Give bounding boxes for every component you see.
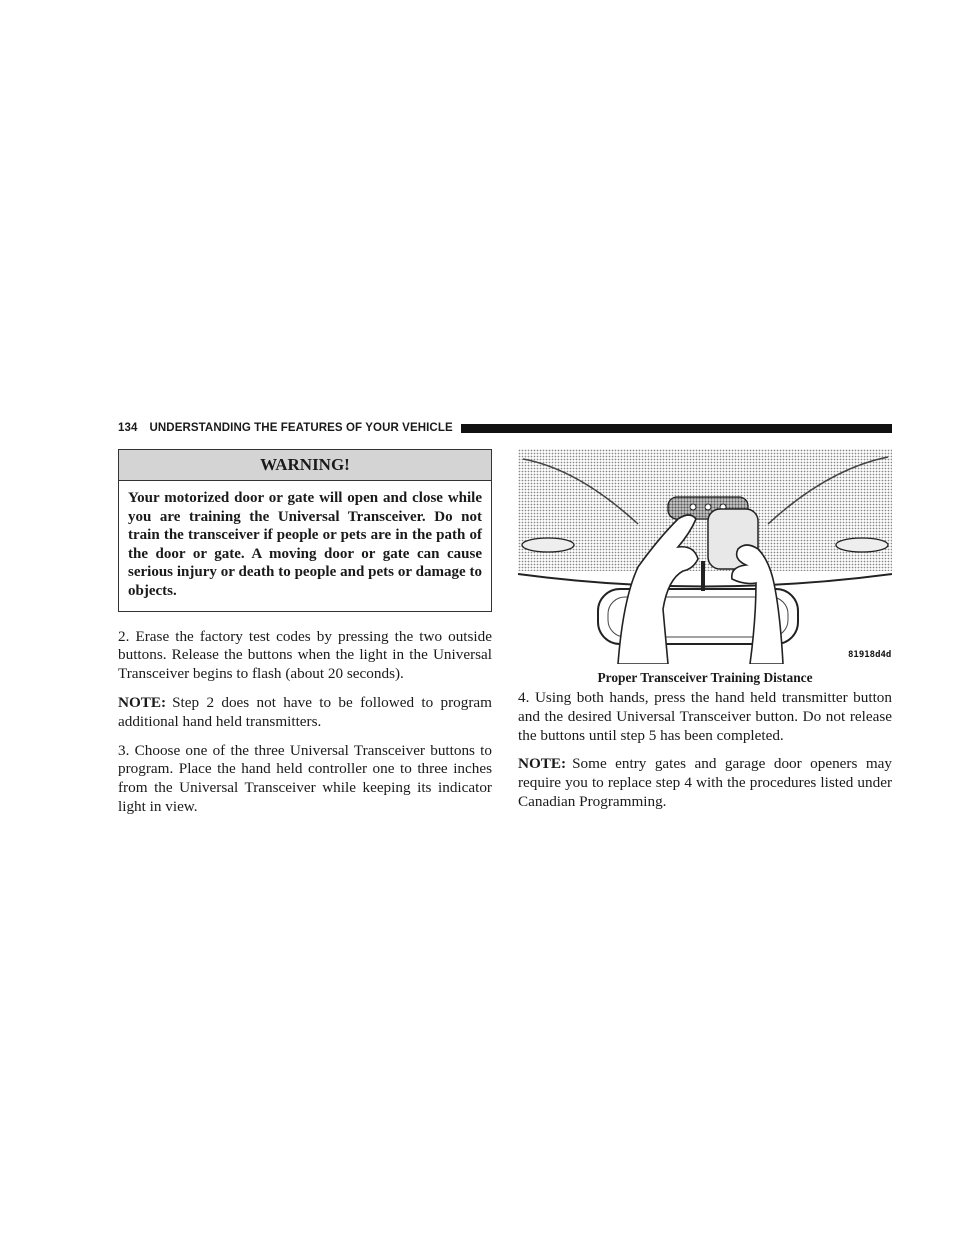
- transceiver-illustration: [518, 449, 892, 664]
- note-1-label: NOTE:: [118, 693, 167, 711]
- figure-caption: Proper Transceiver Training Distance: [597, 670, 813, 685]
- page-header: [118, 420, 892, 436]
- note-1-text: Step 2 does not have to be followed to program additional hand held transmitters.: [118, 693, 492, 730]
- note-2-text: Some entry gates and garage door openers may require you to replace step 4 with the procedures listed under Canadian Programming.: [518, 755, 892, 810]
- step-4-text: 4. Using both hands, press the hand held transmitter button and the desired Universal Transceiver button. Do not release the buttons until step 5 has been completed.: [518, 689, 892, 744]
- page-number: 134: [118, 422, 138, 434]
- step-3-text: 3. Choose one of the three Universal Transceiver buttons to program. Place the hand held controller one to three inches from the Universal Transceiver while keeping its indicator light in view.: [118, 741, 492, 815]
- note-2: [518, 755, 892, 811]
- step-2-text: 2. Erase the factory test codes by pressing the two outside buttons. Release the buttons when the light in the Universal Transceiver begins to flash (about 20 seconds).: [118, 627, 492, 683]
- warning-text: Your motorized door or gate will open and close while you are training the Universal Transceiver. Do not train the transceiver if people or pets are in the path of the door or gate. A moving door or gate can cause serious injury or death to people and pets or damage to objects.: [128, 490, 482, 599]
- section-title: UNDERSTANDING THE FEATURES OF YOUR VEHICLE: [149, 422, 453, 434]
- left-column: [118, 449, 492, 817]
- header-rule: [461, 424, 892, 433]
- note-2-label: NOTE:: [518, 755, 567, 773]
- right-column: [518, 449, 892, 812]
- warning-title: WARNING!: [119, 450, 491, 481]
- warning-box: [118, 449, 492, 612]
- figure-code: 81918d4d: [848, 650, 892, 660]
- note-1: [118, 694, 492, 732]
